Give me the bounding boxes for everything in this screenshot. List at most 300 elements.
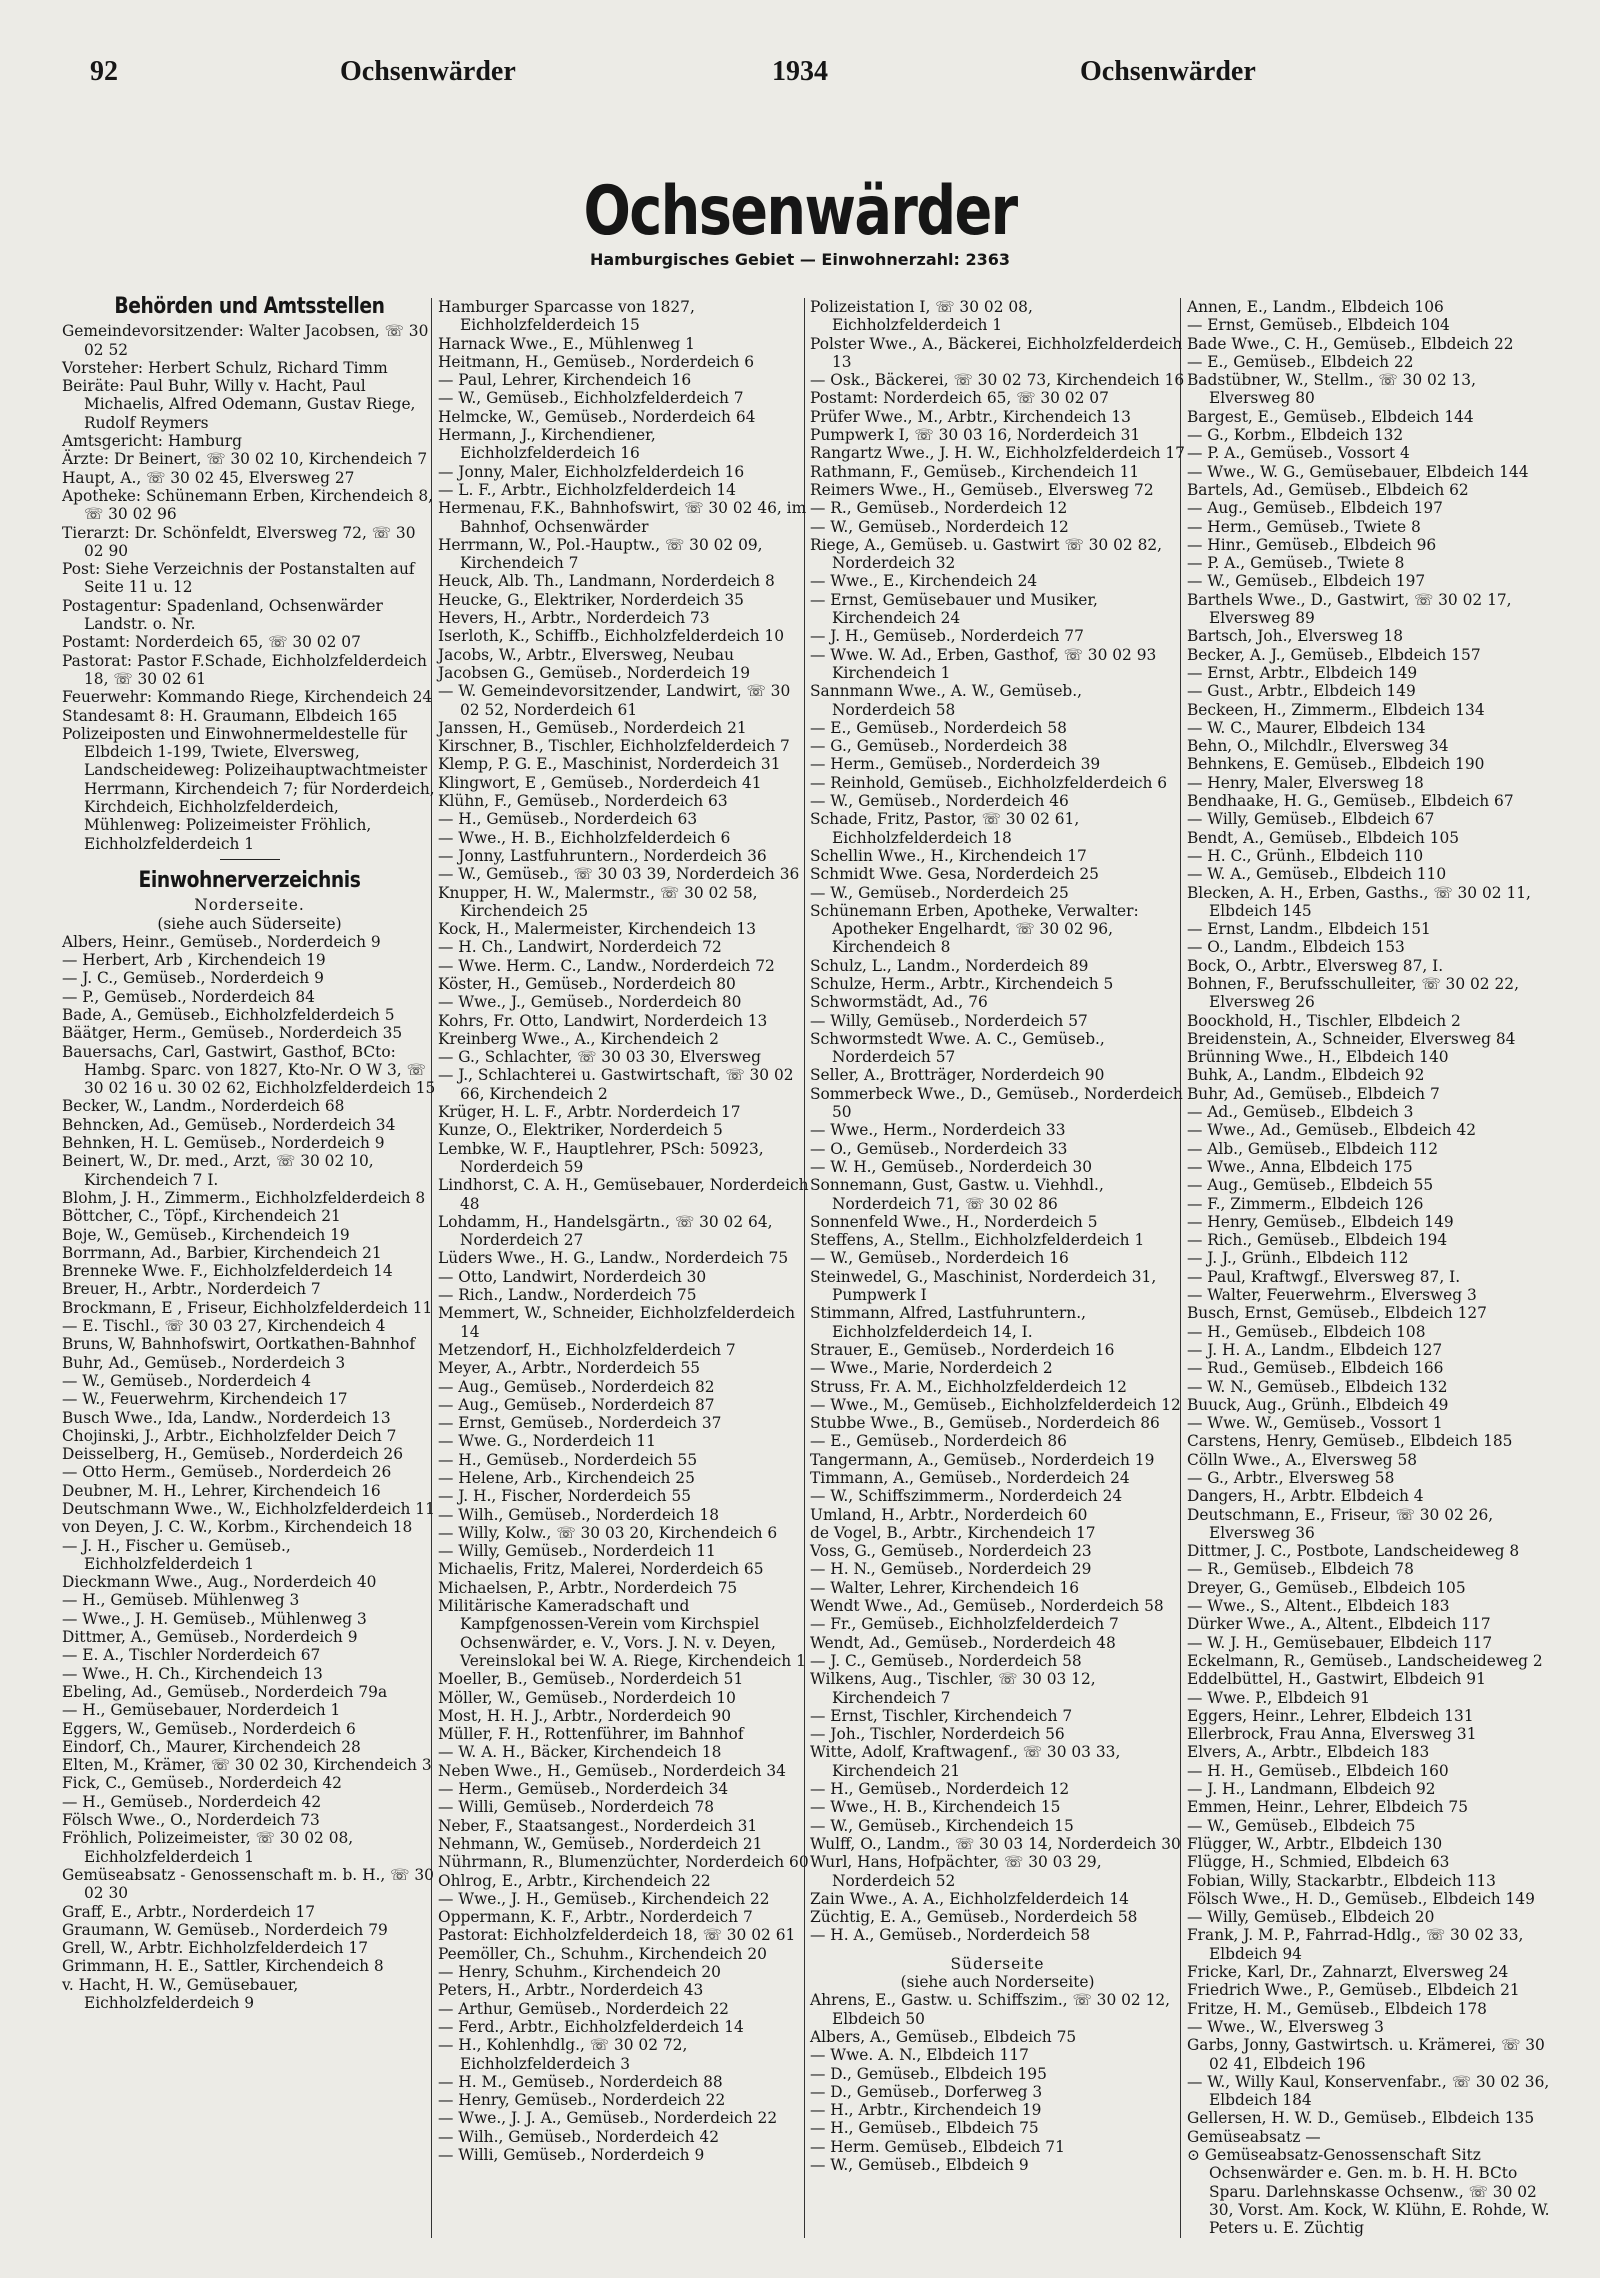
- directory-entry: — Ernst, Gemüseb., Elbdeich 104: [1187, 316, 1450, 335]
- directory-entry: Eckelmann, R., Gemüseb., Landscheideweg 2: [1187, 1651, 1543, 1670]
- directory-entry: — Henry, Gemüseb., Elbdeich 149: [1187, 1212, 1454, 1231]
- south-side-heading: Süderseite: [950, 1954, 1045, 1973]
- directory-entry: Lohdamm, H., Handelsgärtn., ☏ 30 02 64, Norderdeich 27: [438, 1212, 773, 1250]
- directory-entry: Klühn, F., Gemüseb., Norderdeich 63: [438, 792, 728, 811]
- directory-entry: — W., Gemüseb., ☏ 30 03 39, Norderdeich 36: [438, 865, 800, 884]
- directory-entry: Struss, Fr. A. M., Eichholzfelderdeich 12: [810, 1377, 1127, 1396]
- directory-entry: Klemp, P. G. E., Maschinist, Norderdeich 31: [438, 755, 781, 774]
- directory-entry: — Wwe., J. J. A., Gemüseb., Norderdeich 22: [438, 2109, 778, 2128]
- directory-entry: — Ernst, Tischler, Kirchendeich 7: [810, 1706, 1073, 1725]
- directory-entry: — W. Gemeindevorsitzender, Landwirt, ☏ 30 02 52, Norderdeich 61: [438, 682, 791, 719]
- directory-entry: — Wilh., Gemüseb., Norderdeich 18: [438, 1505, 720, 1524]
- directory-entry: Kohrs, Fr. Otto, Landwirt, Norderdeich 13: [438, 1011, 768, 1030]
- directory-entry: Brünning Wwe., H., Elbdeich 140: [1187, 1048, 1449, 1067]
- directory-entry: Riege, A., Gemüseb. u. Gastwirt ☏ 30 02 82, Norderdeich 32: [810, 535, 1163, 573]
- directory-entry: Bendt, A., Gemüseb., Elbdeich 105: [1187, 828, 1460, 847]
- directory-entry: — Otto, Landwirt, Norderdeich 30: [438, 1267, 707, 1286]
- directory-entry: Kock, H., Malermeister, Kirchendeich 13: [438, 920, 756, 939]
- directory-entry: Polizeistation I, ☏ 30 02 08, Eichholzfelderdeich 1: [810, 298, 1033, 335]
- directory-entry: Feuerwehr: Kommando Riege, Kirchendeich 24: [62, 688, 433, 707]
- directory-entry: — H. N., Gemüseb., Norderdeich 29: [810, 1560, 1092, 1579]
- directory-entry: Buhr, Ad., Gemüseb., Norderdeich 3: [62, 1353, 346, 1372]
- directory-entry: — Otto Herm., Gemüseb., Norderdeich 26: [62, 1463, 392, 1482]
- directory-entry: — W. A. H., Bäcker, Kirchendeich 18: [438, 1743, 722, 1762]
- directory-entry: Sonnemann, Gust, Gastw. u. Viehhdl., Norderdeich 71, ☏ 30 02 86: [810, 1176, 1104, 1213]
- directory-entry: Fröhlich, Polizeimeister, ☏ 30 02 08, Eichholzfelderdeich 1: [62, 1829, 354, 1866]
- directory-entry: — W., Willy Kaul, Konservenfabr., ☏ 30 02 36, Elbdeich 184: [1187, 2072, 1550, 2110]
- directory-entry: Elten, M., Krämer, ☏ 30 02 30, Kirchendeich 3: [62, 1756, 432, 1775]
- directory-entry: Eddelbüttel, H., Gastwirt, Elbdeich 91: [1187, 1670, 1486, 1689]
- directory-entry: Tierarzt: Dr. Schönfeldt, Elversweg 72, ☏ 30 02 90: [62, 523, 416, 560]
- directory-entry: — J. H. A., Landm., Elbdeich 127: [1187, 1340, 1443, 1359]
- directory-entry: — W. C., Maurer, Elbdeich 134: [1187, 718, 1426, 737]
- directory-entry: — Wwe., J. H. Gemüseb., Mühlenweg 3: [62, 1609, 367, 1628]
- directory-entry: Nührmann, R., Blumenzüchter, Norderdeich 60: [438, 1853, 809, 1872]
- directory-entry: Polster Wwe., A., Bäckerei, Eichholzfelderdeich 13: [810, 334, 1182, 371]
- directory-entry: Michaelsen, P., Arbtr., Norderdeich 75: [438, 1578, 738, 1597]
- directory-entry: Oppermann, K. F., Arbtr., Norderdeich 7: [438, 1908, 753, 1927]
- directory-entry: Deubner, M. H., Lehrer, Kirchendeich 16: [62, 1481, 381, 1500]
- directory-entry: — W. H., Gemüseb., Norderdeich 30: [810, 1157, 1093, 1176]
- directory-entry: — W., Gemüseb., Norderdeich 4: [62, 1371, 312, 1390]
- directory-entry: — Wwe., E., Kirchendeich 24: [810, 572, 1038, 591]
- section-divider: [220, 859, 280, 860]
- directory-entry: Breuer, H., Arbtr., Norderdeich 7: [62, 1280, 321, 1299]
- directory-entry: — Willy, Gemüseb., Elbdeich 20: [1187, 1908, 1435, 1927]
- directory-entry: Dittmer, A., Gemüseb., Norderdeich 9: [62, 1628, 358, 1647]
- directory-entry: Grimmann, H. E., Sattler, Kirchendeich 8: [62, 1957, 384, 1976]
- directory-entry: — E., Gemüseb., Elbdeich 22: [1187, 352, 1414, 371]
- directory-entry: Beckeen, H., Zimmerm., Elbdeich 134: [1187, 700, 1485, 719]
- directory-entry: Beiräte: Paul Buhr, Willy v. Hacht, Paul Michaelis, Alfred Odemann, Gustav Riege, Rudolf Reymers: [62, 377, 416, 432]
- directory-entry: — J. C., Gemüseb., Norderdeich 9: [62, 969, 324, 988]
- directory-entry: Wendt, Ad., Gemüseb., Norderdeich 48: [810, 1633, 1116, 1652]
- directory-entry: — Willy, Gemüseb., Norderdeich 11: [438, 1542, 716, 1561]
- directory-entry: — Arthur, Gemüseb., Norderdeich 22: [438, 1999, 729, 2018]
- directory-entry: — Hinr., Gemüseb., Elbdeich 96: [1187, 535, 1437, 554]
- directory-entry: Badstübner, W., Stellm., ☏ 30 02 13, Elversweg 80: [1187, 371, 1476, 408]
- directory-entry: Bartsch, Joh., Elversweg 18: [1187, 627, 1404, 646]
- directory-entry: Fritze, H. M., Gemüseb., Elbdeich 178: [1187, 1999, 1487, 2018]
- directory-entry: — Walter, Lehrer, Kirchendeich 16: [810, 1578, 1079, 1597]
- south-side-note: (siehe auch Norderseite): [900, 1973, 1095, 1992]
- directory-entry: Bäätger, Herm., Gemüseb., Norderdeich 35: [62, 1024, 403, 1043]
- directory-entry: Breidenstein, A., Schneider, Elversweg 84: [1187, 1029, 1516, 1048]
- directory-entry: — Herm., Gemüseb., Twiete 8: [1187, 517, 1421, 536]
- directory-entry: Albers, Heinr., Gemüseb., Norderdeich 9: [62, 932, 381, 951]
- directory-entry: — J. H., Landmann, Elbdeich 92: [1187, 1780, 1436, 1799]
- directory-entry: Deisselberg, H., Gemüseb., Norderdeich 26: [62, 1445, 403, 1464]
- directory-entry: — Wwe., Ad., Gemüseb., Elbdeich 42: [1187, 1121, 1477, 1140]
- directory-entry: Flügger, W., Arbtr., Elbdeich 130: [1187, 1834, 1443, 1853]
- directory-entry: — Aug., Gemüseb., Elbdeich 55: [1187, 1176, 1434, 1195]
- running-head-right: Ochsenwärder: [1080, 56, 1256, 87]
- directory-entry: — Ernst, Landm., Elbdeich 151: [1187, 920, 1431, 939]
- directory-entry: Tangermann, A., Gemüseb., Norderdeich 19: [810, 1450, 1155, 1469]
- directory-entry: Postamt: Norderdeich 65, ☏ 30 02 07: [62, 633, 361, 652]
- directory-entry: — H. M., Gemüseb., Norderdeich 88: [438, 2072, 723, 2091]
- directory-entry: — Willi, Gemüseb., Norderdeich 9: [438, 2145, 705, 2164]
- directory-entry: Iserloth, K., Schiffb., Eichholzfelderdeich 10: [438, 627, 784, 646]
- directory-entry: Borrmann, Ad., Barbier, Kirchendeich 21: [62, 1243, 382, 1262]
- directory-entry: Sommerbeck Wwe., D., Gemüseb., Norderdeich 50: [810, 1084, 1183, 1122]
- directory-entry: — F., Zimmerm., Elbdeich 126: [1187, 1194, 1424, 1213]
- directory-entry: Strauer, E., Gemüseb., Norderdeich 16: [810, 1340, 1115, 1359]
- directory-entry: — H., Gemüseb., Norderdeich 55: [438, 1450, 698, 1469]
- directory-entry: — P. A., Gemüseb., Twiete 8: [1187, 554, 1405, 573]
- directory-entry: Rathmann, F., Gemüseb., Kirchendeich 11: [810, 462, 1140, 481]
- directory-entry: Postamt: Norderdeich 65, ☏ 30 02 07: [810, 389, 1109, 408]
- directory-entry: Bohnen, F., Berufsschulleiter, ☏ 30 02 22, Elversweg 26: [1187, 974, 1519, 1012]
- directory-entry: Janssen, H., Gemüseb., Norderdeich 21: [438, 718, 747, 737]
- directory-entry: — Wwe., M., Gemüseb., Eichholzfelderdeich 12: [810, 1395, 1181, 1414]
- directory-entry: — H., Gemüseb. Mühlenweg 3: [62, 1591, 300, 1610]
- directory-entry: Zain Wwe., A. A., Eichholzfelderdeich 14: [810, 1889, 1129, 1908]
- directory-entry: Wilkens, Aug., Tischler, ☏ 30 03 12, Kirchendeich 7: [810, 1670, 1096, 1707]
- directory-entry: — W., Gemüseb., Elbdeich 197: [1187, 572, 1426, 591]
- directory-entry: Fricke, Karl, Dr., Zahnarzt, Elversweg 24: [1187, 1963, 1509, 1982]
- directory-entry: Memmert, W., Schneider, Eichholzfelderdeich 14: [438, 1304, 796, 1341]
- directory-entry: — Wwe. A. N., Elbdeich 117: [810, 2046, 1029, 2065]
- directory-entry: Garbs, Jonny, Gastwirtsch. u. Krämerei, ☏ 30 02 41, Elbdeich 196: [1187, 2036, 1545, 2073]
- directory-entry: Rangartz Wwe., J. H. W., Eichholzfelderdeich 17: [810, 444, 1185, 463]
- directory-entry: — Osk., Bäckerei, ☏ 30 02 73, Kirchendeich 16: [810, 371, 1185, 390]
- directory-entry: — Willy, Gemüseb., Norderdeich 57: [810, 1011, 1088, 1030]
- directory-entry: — J. C., Gemüseb., Norderdeich 58: [810, 1651, 1082, 1670]
- directory-entry: Busch Wwe., Ida, Landw., Norderdeich 13: [62, 1408, 391, 1427]
- directory-entry: — W., Gemüseb., Norderdeich 46: [810, 792, 1069, 811]
- directory-entry: Ebeling, Ad., Gemüseb., Norderdeich 79a: [62, 1682, 388, 1701]
- directory-entry: — E. A., Tischler Norderdeich 67: [62, 1646, 321, 1665]
- page-number: 92: [90, 56, 118, 87]
- directory-entry: Wendt Wwe., Ad., Gemüseb., Norderdeich 58: [810, 1597, 1164, 1616]
- directory-entry: Bade, A., Gemüseb., Eichholzfelderdeich 5: [62, 1005, 395, 1024]
- directory-entry: Graff, E., Arbtr., Norderdeich 17: [62, 1902, 316, 1921]
- directory-entry: Peters, H., Arbtr., Norderdeich 43: [438, 1981, 704, 2000]
- directory-entry: Kunze, O., Elektriker, Norderdeich 5: [438, 1121, 723, 1140]
- directory-entry: Schulz, L., Landm., Norderdeich 89: [810, 956, 1089, 975]
- directory-entry: — H., Gemüseb., Elbdeich 75: [810, 2119, 1039, 2138]
- directory-entry: — Wwe., Herm., Norderdeich 33: [810, 1121, 1066, 1140]
- directory-entry: Gemüseabsatz - Genossenschaft m. b. H., ☏ 30 02 30: [62, 1865, 434, 1903]
- directory-entry: Schünemann Erben, Apotheke, Verwalter: Apotheker Engelhardt, ☏ 30 02 96, Kirchendeich 8: [810, 901, 1139, 957]
- directory-entry: Schwormstedt Wwe. A. C., Gemüseb., Norderdeich 57: [810, 1029, 1105, 1067]
- directory-entry: — Wwe., W. G., Gemüsebauer, Elbdeich 144: [1187, 462, 1529, 481]
- directory-entry: Brockmann, E , Friseur, Eichholzfelderdeich 11: [62, 1298, 433, 1317]
- residents-note: (siehe auch Süderseite): [157, 914, 342, 933]
- directory-entry: Bendhaake, H. G., Gemüseb., Elbdeich 67: [1187, 792, 1514, 811]
- directory-entry: Eggers, Heinr., Lehrer, Elbdeich 131: [1187, 1706, 1474, 1725]
- directory-entry: — Paul, Lehrer, Kirchendeich 16: [438, 371, 692, 390]
- directory-entry: — Aug., Gemüseb., Elbdeich 197: [1187, 499, 1443, 518]
- directory-entry: Bargest, E., Gemüseb., Elbdeich 144: [1187, 407, 1474, 426]
- directory-entry: — W., Schiffszimmerm., Norderdeich 24: [810, 1487, 1123, 1506]
- directory-entry: — Helene, Arb., Kirchendeich 25: [438, 1469, 695, 1487]
- directory-entry: Eindorf, Ch., Maurer, Kirchendeich 28: [62, 1737, 361, 1756]
- directory-entry: — H. A., Gemüseb., Norderdeich 58: [810, 1926, 1091, 1945]
- directory-entry: Ahrens, E., Gastw. u. Schiffszim., ☏ 30 02 12, Elbdeich 50: [810, 1991, 1171, 2028]
- directory-entry: Reimers Wwe., H., Gemüseb., Elversweg 72: [810, 480, 1154, 499]
- directory-entry: Standesamt 8: H. Graumann, Elbdeich 165: [62, 706, 398, 725]
- directory-entry: Jacobsen G., Gemüseb., Norderdeich 19: [438, 663, 751, 682]
- column-2: [438, 298, 813, 2164]
- directory-entry: — W., Gemüseb., Elbdeich 75: [1187, 1816, 1416, 1835]
- directory-entry: — D., Gemüseb., Elbdeich 195: [810, 2064, 1047, 2083]
- directory-entry: Carstens, Henry, Gemüseb., Elbdeich 185: [1187, 1432, 1513, 1451]
- directory-entry: — W. J. H., Gemüsebauer, Elbdeich 117: [1187, 1633, 1493, 1652]
- directory-entry: de Vogel, B., Arbtr., Kirchendeich 17: [810, 1523, 1096, 1542]
- directory-entry: Böttcher, C., Töpf., Kirchendeich 21: [62, 1207, 341, 1226]
- directory-entry: Voss, G., Gemüseb., Norderdeich 23: [810, 1542, 1092, 1561]
- directory-entry: — Reinhold, Gemüseb., Eichholzfelderdeich 6: [810, 773, 1168, 792]
- directory-entry: — Willy, Kolw., ☏ 30 03 20, Kirchendeich 6: [438, 1523, 778, 1542]
- directory-entry: — Jonny, Maler, Eichholzfelderdeich 16: [438, 462, 745, 481]
- directory-entry: Albers, A., Gemüseb., Elbdeich 75: [810, 2027, 1077, 2046]
- directory-entry: — E., Gemüseb., Norderdeich 86: [810, 1432, 1067, 1451]
- authorities-list: [62, 322, 437, 853]
- directory-entry: Kirschner, B., Tischler, Eichholzfelderdeich 7: [438, 737, 790, 756]
- directory-entry: — Rud., Gemüseb., Elbdeich 166: [1187, 1359, 1444, 1378]
- directory-entry: Boockhold, H., Tischler, Elbdeich 2: [1187, 1011, 1461, 1030]
- directory-entry: Heitmann, H., Gemüseb., Norderdeich 6: [438, 352, 755, 371]
- directory-entry: Buhk, A., Landm., Elbdeich 92: [1187, 1066, 1425, 1085]
- directory-entry: Behncken, Ad., Gemüseb., Norderdeich 34: [62, 1115, 396, 1134]
- directory-entry: — R., Gemüseb., Elbdeich 78: [1187, 1560, 1414, 1579]
- directory-entry: — E. Tischl., ☏ 30 03 27, Kirchendeich 4: [62, 1317, 386, 1336]
- directory-entry: Ärzte: Dr Beinert, ☏ 30 02 10, Kirchendeich 7: [62, 450, 428, 469]
- directory-entry: Dürker Wwe., A., Altent., Elbdeich 117: [1187, 1615, 1491, 1634]
- directory-entry: Witte, Adolf, Kraftwagenf., ☏ 30 03 33, Kirchendeich 21: [810, 1743, 1121, 1780]
- directory-entry: Metzendorf, H., Eichholzfelderdeich 7: [438, 1340, 736, 1359]
- directory-entry: — Willi, Gemüseb., Norderdeich 78: [438, 1798, 715, 1817]
- residents-list: [810, 298, 1185, 1945]
- section-heading-authorities: Behörden und Amtsstellen: [114, 294, 385, 319]
- directory-entry: — Wilh., Gemüseb., Norderdeich 42: [438, 2127, 720, 2146]
- directory-entry: — H. H., Gemüseb., Elbdeich 160: [1187, 1761, 1449, 1780]
- directory-entry: Becker, W., Landm., Norderdeich 68: [62, 1097, 345, 1116]
- residents-subheading: Norderseite.: [194, 896, 305, 915]
- directory-entry: Dittmer, J. C., Postbote, Landscheideweg 8: [1187, 1542, 1520, 1561]
- directory-entry: — H., Arbtr., Kirchendeich 19: [810, 2101, 1042, 2120]
- directory-entry: — Aug., Gemüseb., Norderdeich 87: [438, 1395, 715, 1414]
- directory-entry: Stubbe Wwe., B., Gemüseb., Norderdeich 86: [810, 1414, 1160, 1433]
- directory-entry: — Wwe. W., Gemüseb., Vossort 1: [1187, 1414, 1443, 1433]
- directory-entry: — G., Arbtr., Elversweg 58: [1187, 1469, 1395, 1487]
- directory-entry: Postagentur: Spadenland, Ochsenwärder Landstr. o. Nr.: [62, 596, 383, 634]
- residents-list: [1187, 298, 1562, 2237]
- column-1: [62, 294, 437, 2013]
- directory-entry: — H., Gemüseb., Elbdeich 108: [1187, 1322, 1426, 1341]
- directory-entry: — Henry, Schuhm., Kirchendeich 20: [438, 1963, 721, 1982]
- directory-entry: — P. A., Gemüseb., Vossort 4: [1187, 444, 1410, 463]
- directory-entry: Schmidt Wwe. Gesa, Norderdeich 25: [810, 865, 1099, 884]
- directory-entry: — H., Gemüseb., Norderdeich 63: [438, 810, 698, 829]
- directory-entry: Grell, W., Arbtr. Eichholzfelderdeich 17: [62, 1939, 368, 1958]
- directory-entry: — W., Gemüseb., Eichholzfelderdeich 7: [438, 389, 744, 408]
- directory-entry: Ellerbrock, Frau Anna, Elversweg 31: [1187, 1725, 1477, 1744]
- directory-entry: Züchtig, E. A., Gemüseb., Norderdeich 58: [810, 1908, 1138, 1927]
- directory-entry: Militärische Kameradschaft und Kampfgenossen-Verein vom Kirchspiel Ochsenwärder, e. V., Vors. J. N. v. Deyen, Vereinslokal bei W. A. Riege, Kirchendeich 1: [438, 1597, 806, 1670]
- directory-entry: Köster, H., Gemüseb., Norderdeich 80: [438, 974, 736, 993]
- directory-entry: Blecken, A. H., Erben, Gasths., ☏ 30 02 11, Elbdeich 145: [1187, 883, 1531, 920]
- directory-entry: — J. H., Fischer, Norderdeich 55: [438, 1487, 692, 1506]
- directory-entry: — Wwe., H. B., Eichholzfelderdeich 6: [438, 828, 731, 847]
- directory-entry: Haupt, A., ☏ 30 02 45, Elversweg 27: [62, 468, 355, 487]
- running-head-left: Ochsenwärder: [340, 56, 516, 87]
- directory-entry: — Herbert, Arb , Kirchendeich 19: [62, 951, 326, 970]
- directory-entry: — W. A., Gemüseb., Elbdeich 110: [1187, 865, 1447, 884]
- directory-entry: — Fr., Gemüseb., Eichholzfelderdeich 7: [810, 1615, 1119, 1634]
- section-heading-residents: Einwohnerverzeichnis: [138, 867, 361, 893]
- directory-entry: — Wwe., J. H., Gemüseb., Kirchendeich 22: [438, 1889, 770, 1908]
- directory-entry: Becker, A. J., Gemüseb., Elbdeich 157: [1187, 645, 1481, 664]
- directory-entry: — O., Landm., Elbdeich 153: [1187, 938, 1405, 957]
- directory-entry: Chojinski, J., Arbtr., Eichholzfelder Deich 7: [62, 1426, 397, 1445]
- directory-entry: Fölsch Wwe., O., Norderdeich 73: [62, 1811, 320, 1830]
- directory-entry: — Wwe., H. Ch., Kirchendeich 13: [62, 1664, 323, 1683]
- directory-entry: Buuck, Aug., Grünh., Elbdeich 49: [1187, 1395, 1449, 1414]
- directory-entry: Buhr, Ad., Gemüseb., Elbdeich 7: [1187, 1084, 1440, 1103]
- directory-entry: — Wwe. W. Ad., Erben, Gasthof, ☏ 30 02 93 Kirchendeich 1: [810, 645, 1157, 682]
- directory-entry: — Herm., Gemüseb., Norderdeich 34: [438, 1780, 729, 1799]
- directory-entry: — Wwe., Marie, Norderdeich 2: [810, 1359, 1053, 1378]
- directory-entry: Cölln Wwe., A., Elversweg 58: [1187, 1450, 1418, 1469]
- directory-entry: Müller, F. H., Rottenführer, im Bahnhof: [438, 1725, 744, 1744]
- directory-entry: Fick, C., Gemüseb., Norderdeich 42: [62, 1774, 342, 1793]
- directory-entry: Gemüseabsatz —: [1187, 2127, 1321, 2146]
- directory-entry: Neber, F., Staatsangest., Norderdeich 31: [438, 1816, 758, 1835]
- running-head-year: 1934: [772, 56, 828, 87]
- directory-entry: — H., Gemüseb., Norderdeich 12: [810, 1780, 1070, 1799]
- directory-entry: Behnken, H. L. Gemüseb., Norderdeich 9: [62, 1134, 385, 1153]
- directory-entry: von Deyen, J. C. W., Korbm., Kirchendeich 18: [62, 1518, 413, 1537]
- directory-entry: — W., Gemüseb., Norderdeich 25: [810, 883, 1069, 902]
- directory-entry: Schwormstädt, Ad., 76: [810, 993, 988, 1012]
- directory-entry: — J., Schlachterei u. Gastwirtschaft, ☏ 30 02 66, Kirchendeich 2: [438, 1066, 794, 1103]
- directory-entry: — J. H., Fischer u. Gemüseb., Eichholzfelderdeich 1: [62, 1536, 291, 1573]
- directory-entry: Hamburger Sparcasse von 1827, Eichholzfelderdeich 15: [438, 298, 695, 335]
- directory-entry: Wurl, Hans, Hofpächter, ☏ 30 03 29, Norderdeich 52: [810, 1853, 1102, 1890]
- column-3: [810, 298, 1185, 2174]
- directory-entry: Ohlrog, E., Arbtr., Kirchendeich 22: [438, 1871, 711, 1890]
- directory-entry: — Wwe. P., Elbdeich 91: [1187, 1688, 1370, 1707]
- directory-entry: — Henry, Gemüseb., Norderdeich 22: [438, 2091, 726, 2110]
- directory-entry: Graumann, W. Gemüseb., Norderdeich 79: [62, 1920, 388, 1939]
- directory-entry: Behn, O., Milchdlr., Elversweg 34: [1187, 737, 1449, 756]
- directory-entry: Steffens, A., Stellm., Eichholzfelderdeich 1: [810, 1231, 1145, 1250]
- directory-entry: Pastorat: Pastor F.Schade, Eichholzfelderdeich 18, ☏ 30 02 61: [62, 651, 427, 688]
- directory-entry: — Henry, Maler, Elversweg 18: [1187, 773, 1424, 792]
- directory-entry: Hevers, H., Arbtr., Norderdeich 73: [438, 609, 710, 628]
- directory-entry: Gellersen, H. W. D., Gemüseb., Elbdeich 135: [1187, 2109, 1535, 2128]
- directory-entry: Blohm, J. H., Zimmerm., Eichholzfelderdeich 8: [62, 1188, 426, 1207]
- directory-entry: Bauersachs, Carl, Gastwirt, Gasthof, BCto: Hambg. Sparc. von 1827, Kto-Nr. O W 3, ☏ 30 02 16 u. 30 02 62, Eichholzfelderdeich 15: [62, 1042, 436, 1098]
- directory-entry: Stimmann, Alfred, Lastfuhruntern., Eichholzfelderdeich 14, I.: [810, 1304, 1086, 1341]
- directory-entry: — Herm., Gemüseb., Norderdeich 39: [810, 755, 1101, 774]
- directory-entry: — Ad., Gemüseb., Elbdeich 3: [1187, 1103, 1414, 1122]
- directory-entry: Flügge, H., Schmied, Elbdeich 63: [1187, 1853, 1450, 1872]
- directory-entry: — Ferd., Arbtr., Eichholzfelderdeich 14: [438, 2017, 744, 2036]
- directory-entry: Busch, Ernst, Gemüseb., Elbdeich 127: [1187, 1304, 1487, 1323]
- directory-entry: Polizeiposten und Einwohnermeldestelle für Elbdeich 1-199, Twiete, Elversweg, Landscheideweg: Polizeihauptwachtmeister Herrmann, Kirchendeich 7; für Norderdeich, Kirchdeich, Eichholzfelderdeich, Mühlenweg: Polizeimeister Fröhlich, Eichholzfelderdeich 1: [62, 724, 435, 853]
- directory-entry: Bartels, Ad., Gemüseb., Elbdeich 62: [1187, 480, 1469, 499]
- directory-entry: Seller, A., Brotträger, Norderdeich 90: [810, 1066, 1105, 1085]
- directory-entry: — D., Gemüseb., Dorferweg 3: [810, 2082, 1043, 2101]
- residents-list: [438, 298, 813, 2164]
- directory-entry: — Jonny, Lastfuhruntern., Norderdeich 36: [438, 846, 767, 865]
- directory-entry: — G., Gemüseb., Norderdeich 38: [810, 737, 1068, 756]
- directory-entry: Moeller, B., Gemüseb., Norderdeich 51: [438, 1670, 744, 1689]
- directory-entry: — H., Kohlenhdlg., ☏ 30 02 72, Eichholzfelderdeich 3: [438, 2036, 688, 2073]
- directory-entry: v. Hacht, H. W., Gemüsebauer, Eichholzfelderdeich 9: [62, 1975, 299, 2013]
- directory-entry: — J. J., Grünh., Elbdeich 112: [1187, 1249, 1409, 1268]
- directory-entry: Schade, Fritz, Pastor, ☏ 30 02 61, Eichholzfelderdeich 18: [810, 810, 1080, 847]
- directory-entry: Sonnenfeld Wwe., H., Norderdeich 5: [810, 1212, 1098, 1231]
- directory-entry: Krüger, H. L. F., Arbtr. Norderdeich 17: [438, 1103, 741, 1122]
- directory-entry: Amtsgericht: Hamburg: [62, 432, 242, 451]
- directory-entry: — Rich., Gemüseb., Elbdeich 194: [1187, 1231, 1448, 1250]
- directory-entry: — W., Feuerwehrm, Kirchendeich 17: [62, 1390, 348, 1409]
- directory-entry: — H., Gemüseb., Norderdeich 42: [62, 1792, 322, 1811]
- directory-entry: — H. Ch., Landwirt, Norderdeich 72: [438, 938, 722, 957]
- directory-entry: — R., Gemüseb., Norderdeich 12: [810, 499, 1068, 518]
- directory-entry: — Rich., Landw., Norderdeich 75: [438, 1286, 697, 1305]
- directory-entry: Schellin Wwe., H., Kirchendeich 17: [810, 846, 1087, 865]
- directory-entry: Helmcke, W., Gemüseb., Norderdeich 64: [438, 407, 756, 426]
- directory-entry: Timmann, A., Gemüseb., Norderdeich 24: [810, 1469, 1130, 1487]
- directory-entry: ⊙ Gemüseabsatz-Genossenschaft Sitz Ochsenwärder e. Gen. m. b. H. H. BCto Sparu. Darlehnskasse Ochsenw., ☏ 30 02 30, Vorst. Am. Kock, W. Klühn, E. Rohde, W. Peters u. E. Züchtig: [1187, 2145, 1550, 2238]
- directory-entry: Most, H. H. J., Arbtr., Norderdeich 90: [438, 1706, 732, 1725]
- directory-entry: Vorsteher: Herbert Schulz, Richard Timm: [62, 358, 388, 377]
- directory-entry: — W., Gemüseb., Elbdeich 9: [810, 2155, 1029, 2174]
- directory-entry: — W. N., Gemüseb., Elbdeich 132: [1187, 1377, 1448, 1396]
- column-4: [1187, 298, 1562, 2237]
- directory-entry: — W., Gemüseb., Norderdeich 12: [810, 517, 1069, 536]
- directory-entry: — Wwe., H. B., Kirchendeich 15: [810, 1798, 1061, 1817]
- directory-entry: Deutschmann Wwe., W., Eichholzfelderdeich 11: [62, 1500, 435, 1518]
- directory-entry: Meyer, A., Arbtr., Norderdeich 55: [438, 1359, 701, 1378]
- directory-entry: Bock, O., Arbtr., Elversweg 87, I.: [1187, 956, 1444, 975]
- directory-entry: Knupper, H. W., Malermstr., ☏ 30 02 58, Kirchendeich 25: [438, 883, 758, 920]
- directory-entry: Lindhorst, C. A. H., Gemüsebauer, Norderdeich 48: [438, 1176, 809, 1213]
- directory-entry: — Gust., Arbtr., Elbdeich 149: [1187, 682, 1416, 701]
- directory-entry: Bade Wwe., C. H., Gemüseb., Elbdeich 22: [1187, 334, 1514, 353]
- directory-entry: — Wwe., S., Altent., Elbdeich 183: [1187, 1597, 1450, 1616]
- directory-entry: Frank, J. M. P., Fahrrad-Hdlg., ☏ 30 02 33, Elbdeich 94: [1187, 1926, 1524, 1963]
- directory-entry: Friedrich Wwe., P., Gemüseb., Elbdeich 21: [1187, 1981, 1520, 2000]
- directory-entry: — Wwe. G., Norderdeich 11: [438, 1432, 656, 1451]
- directory-entry: Klingwort, E , Gemüseb., Norderdeich 41: [438, 773, 762, 792]
- residents-list: [810, 1991, 1185, 2174]
- directory-entry: Boje, W., Gemüseb., Kirchendeich 19: [62, 1225, 350, 1244]
- page-subtitle: Hamburgisches Gebiet — Einwohnerzahl: 2363: [589, 250, 1011, 269]
- directory-entry: Nehmann, W., Gemüseb., Norderdeich 21: [438, 1834, 763, 1853]
- directory-entry: Hermann, J., Kirchendiener, Eichholzfelderdeich 16: [438, 426, 656, 463]
- directory-entry: — Walter, Feuerwehrm., Elversweg 3: [1187, 1286, 1477, 1305]
- directory-entry: Deutschmann, E., Friseur, ☏ 30 02 26, Elversweg 36: [1187, 1505, 1494, 1542]
- directory-entry: Elvers, A., Arbtr., Elbdeich 183: [1187, 1743, 1430, 1762]
- directory-entry: — G., Korbm., Elbdeich 132: [1187, 426, 1404, 445]
- residents-list: [62, 933, 437, 2013]
- directory-entry: Behnkens, E. Gemüseb., Elbdeich 190: [1187, 755, 1485, 774]
- directory-entry: — H., Gemüsebauer, Norderdeich 1: [62, 1701, 341, 1720]
- directory-entry: Dangers, H., Arbtr. Elbdeich 4: [1187, 1487, 1424, 1506]
- directory-entry: — G., Schlachter, ☏ 30 03 30, Elversweg: [438, 1048, 761, 1067]
- directory-entry: — Wwe. Herm. C., Landw., Norderdeich 72: [438, 956, 775, 975]
- directory-entry: Michaelis, Fritz, Malerei, Norderdeich 65: [438, 1560, 764, 1579]
- directory-entry: — W., Gemüseb., Kirchendeich 15: [810, 1816, 1074, 1835]
- directory-entry: Bruns, W, Bahnhofswirt, Oortkathen-Bahnhof: [62, 1335, 416, 1354]
